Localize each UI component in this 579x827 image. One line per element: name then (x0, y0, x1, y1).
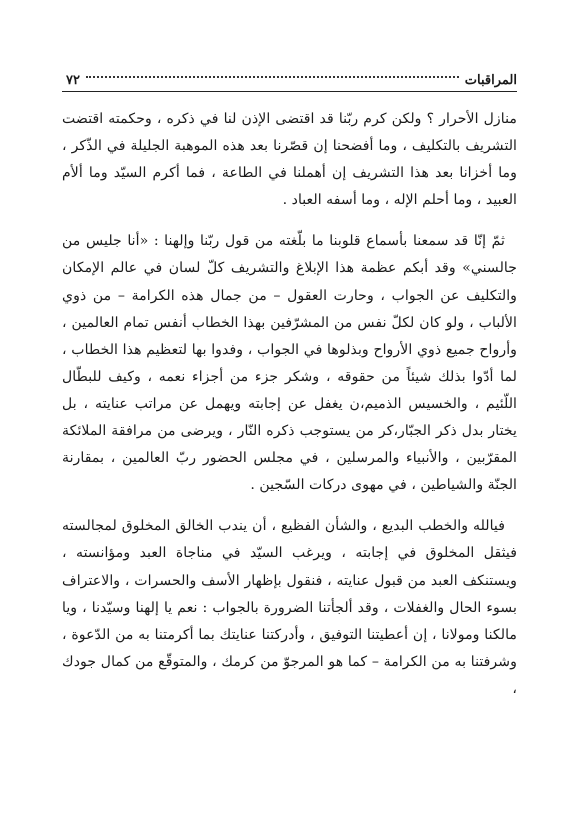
paragraph-2: ثمّ إنّا قد سمعنا بأسماع قلوبنا ما بلّغته من قول ربّنا وإلهنا : «أنا جليس من جالسني» وقد أبكم عظمة هذا الإبلاغ والتشريف كلّ لسان في عالم الإمكان والتكليف عن الجواب ، وحارت العقول – من جمال هذه الكرامة – من ذوي الألباب ، ولو كان لكلّ نفس من المشرّفين بهذا الخطاب أنفس تمام العالمين ، وأرواح جميع ذوي الأرواح وبذلوها في الجواب ، وفدوا بها لتعظيم هذا الخطاب ، لما أدّوا بذلك شيئاً من حقوقه ، وشكر جزء من أجزاء نعمه ، وكيف للبطّال اللّئيم ، والخسيس الذميم،ن يغفل عن إجابته ويهمل عن مراتب عنايته ، بل يختار بدل ذكر الجبّار،كر من يستوجب ذكره النّار ، ويرضى من مرافقة الملائكة المقرّبين ، والأنبياء والمرسلين ، في مجلس الحضور ربّ العالمين ، بمقارنة الجنّة والشياطين ، في مهوى دركات السّجين . (62, 233, 517, 494)
page-number: ٧٢ (66, 73, 80, 88)
running-title: المراقبات (464, 73, 517, 88)
paragraph-3: فيالله والخطب البديع ، والشأن الفظيع ، أن يندب الخالق المخلوق لمجالسته فيثقل المخلوق في إجابته ، ويرغب السيّد في مناجاة العبد ومؤانسته ، ويستنكف العبد من قبول عنايته ، فنقول بإظهار الأسف والحسرات ، والاعتراف بسوء الحال والغفلات ، وقد ألجأتنا الضرورة بالجواب : نعم يا إلهنا وسيّدنا ، ويا مالكنا ومولانا ، إن أعطيتنا التوفيق ، وأدركتنا عنايتك بما أكرمتنا به من الدّعوة ، وشرفتنا به من الكرامة – كما هو المرجوّ من كرمك ، والمتوقّع من كمال جودك ، (62, 518, 517, 697)
page-header (62, 66, 517, 92)
page-body (62, 106, 517, 717)
header-dot-leader (86, 76, 459, 78)
paragraph-1: منازل الأحرار ؟ ولكن كرم ربّنا قد اقتضى الإذن لنا في ذكره ، وحكمته اقتضت التشريف بالتكليف ، وما أفضحنا إن قصّرنا بعد هذه الموهبة الجليلة في الذّكر ، وما أخزانا بعد هذا التشريف إن أهملنا في الطاعة ، فما أكرم السيّد وما ألأم العبيد ، وما أحلم الإله ، وما أسفه العباد . (62, 111, 517, 209)
